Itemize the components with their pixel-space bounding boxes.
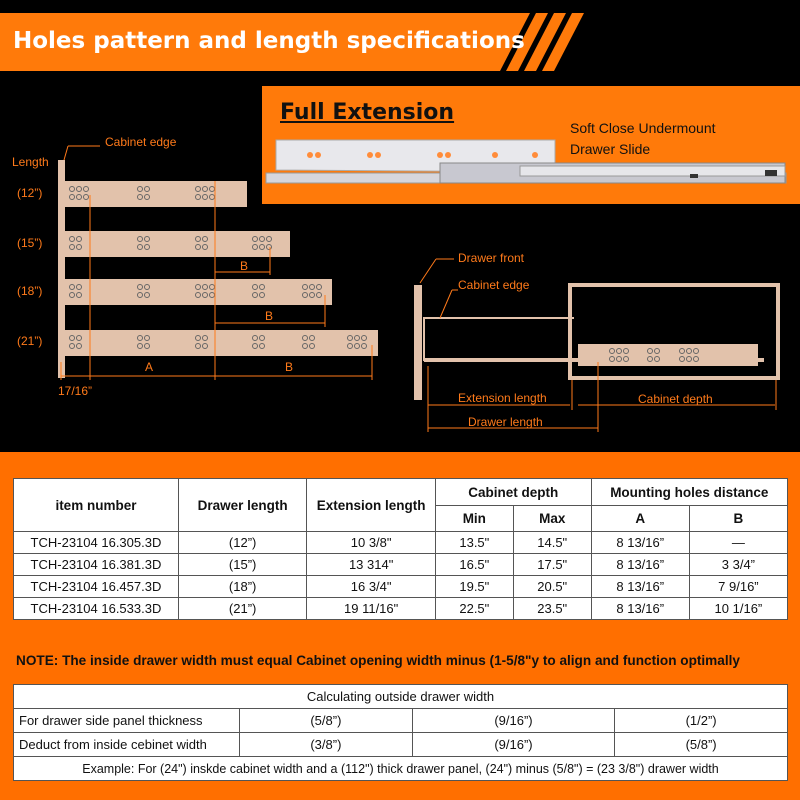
cell-item: TCH-23104 16.305.3D — [14, 532, 179, 554]
header-drawer-length: Drawer length — [178, 479, 306, 532]
header-b: B — [689, 506, 787, 532]
calc-row2-label: Deduct from inside cebinet width — [14, 733, 240, 757]
slide-label-line-1: Soft Close Undermount — [570, 120, 716, 136]
b-label-3: B — [285, 360, 294, 374]
calc-table — [13, 684, 788, 781]
cell-max: 14.5" — [513, 532, 591, 554]
row-label-18: (18”) — [17, 284, 43, 298]
calc-row1-v2: (9/16”) — [412, 709, 614, 733]
spec-table — [13, 478, 788, 620]
table-row — [14, 576, 788, 598]
calc-row2-v1: (3/8”) — [240, 733, 413, 757]
slide-label-line-2: Drawer Slide — [570, 141, 651, 157]
cell-max: 23.5" — [513, 598, 591, 620]
cell-b: — — [689, 532, 787, 554]
b-label-1: B — [240, 259, 249, 273]
calc-row1-label: For drawer side panel thickness — [14, 709, 240, 733]
cell-item: TCH-23104 16.457.3D — [14, 576, 179, 598]
cell-min: 22.5" — [435, 598, 513, 620]
cell-drawer: (18”) — [178, 576, 306, 598]
cell-item: TCH-23104 16.381.3D — [14, 554, 179, 576]
table-row — [14, 709, 788, 733]
header-cabinet-depth: Cabinet depth — [435, 479, 591, 506]
cell-drawer: (21”) — [178, 598, 306, 620]
calc-row2-v2: (9/16”) — [412, 733, 614, 757]
table-row — [14, 554, 788, 576]
cabinet-depth-label: Cabinet depth — [638, 392, 713, 406]
cell-a: 8 13/16” — [591, 576, 689, 598]
drawer-length-label: Drawer length — [468, 415, 543, 429]
full-extension-title: Full Extension — [280, 100, 455, 125]
cell-b: 7 9/16” — [689, 576, 787, 598]
header-extension-length: Extension length — [307, 479, 435, 532]
page-title: Holes pattern and length specifications — [13, 28, 525, 54]
header-max: Max — [513, 506, 591, 532]
row-label-15: (15”) — [17, 236, 43, 250]
cell-a: 8 13/16” — [591, 554, 689, 576]
offset-label: 17/16” — [58, 384, 93, 398]
cell-ext: 13 314" — [307, 554, 435, 576]
calc-title: Calculating outside drawer width — [14, 685, 788, 709]
a-label: A — [145, 360, 154, 374]
calc-example: Example: For (24") inskde cabinet width and a (112") thick drawer panel, (24") minus (5/8") = (23 3/8") drawer width — [14, 757, 788, 781]
cell-drawer: (12”) — [178, 532, 306, 554]
b-label-2: B — [265, 309, 274, 323]
header-item: item number — [14, 479, 179, 532]
cell-ext: 16 3/4" — [307, 576, 435, 598]
note-text: NOTE: The inside drawer width must equal Cabinet opening width minus (1-5/8"y to align and function optimally — [16, 653, 740, 668]
cell-ext: 19 11/16" — [307, 598, 435, 620]
cell-ext: 10 3/8" — [307, 532, 435, 554]
cell-item: TCH-23104 16.533.3D — [14, 598, 179, 620]
cabinet-edge-label: Cabinet edge — [105, 135, 177, 149]
cabinet-edge-label-right: Cabinet edge — [458, 278, 530, 292]
cell-max: 20.5" — [513, 576, 591, 598]
extension-length-label: Extension length — [458, 391, 547, 405]
cell-b: 10 1/16” — [689, 598, 787, 620]
cell-min: 19.5" — [435, 576, 513, 598]
calc-row2-v3: (5/8”) — [615, 733, 788, 757]
table-row — [14, 532, 788, 554]
cell-a: 8 13/16” — [591, 532, 689, 554]
slide-image — [266, 140, 786, 183]
row-label-21: (21”) — [17, 334, 43, 348]
row-label-12: (12”) — [17, 186, 43, 200]
header-min: Min — [435, 506, 513, 532]
cell-min: 16.5" — [435, 554, 513, 576]
table-row — [14, 733, 788, 757]
length-label: Length — [12, 155, 49, 169]
header-a: A — [591, 506, 689, 532]
drawer-front-label: Drawer front — [458, 251, 525, 265]
table-row — [14, 598, 788, 620]
cell-b: 3 3/4” — [689, 554, 787, 576]
header-mounting: Mounting holes distance — [591, 479, 787, 506]
cell-min: 13.5" — [435, 532, 513, 554]
cell-a: 8 13/16” — [591, 598, 689, 620]
cell-max: 17.5" — [513, 554, 591, 576]
calc-row1-v3: (1/2”) — [615, 709, 788, 733]
calc-row1-v1: (5/8”) — [240, 709, 413, 733]
cell-drawer: (15”) — [178, 554, 306, 576]
